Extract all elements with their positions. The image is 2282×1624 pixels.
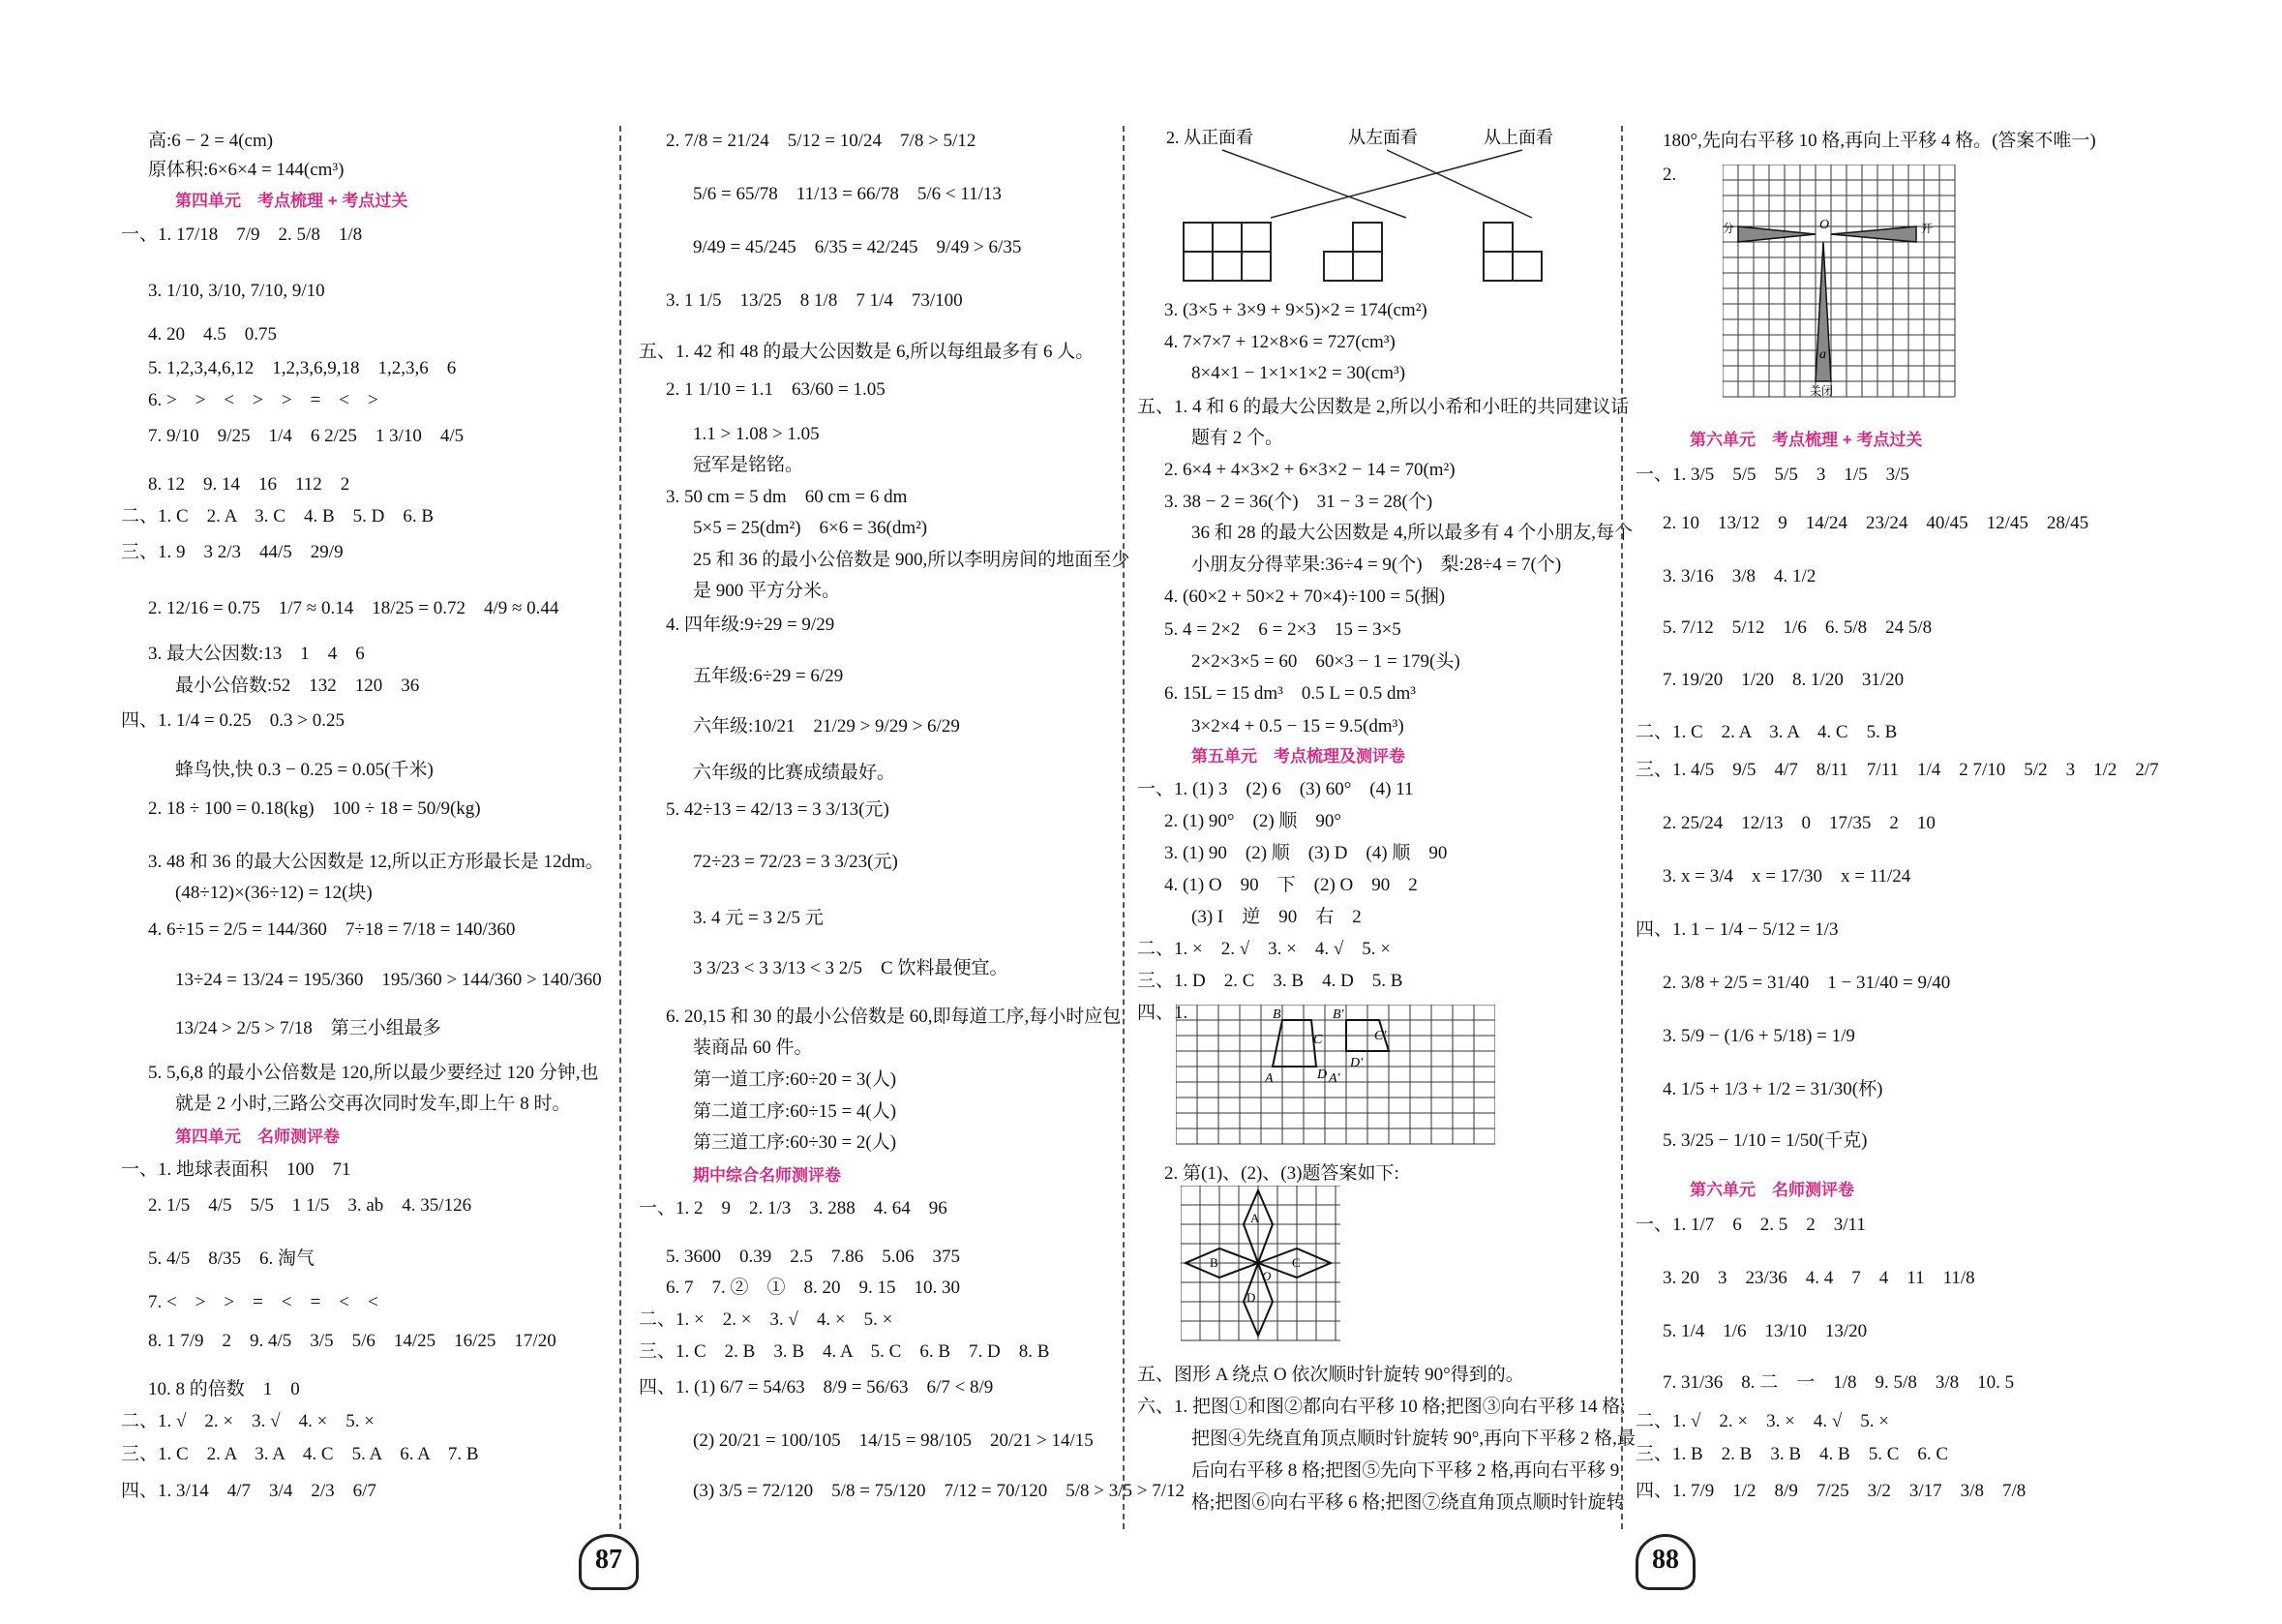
answer-line: 三、1. D 2. C 3. B 4. D 5. B bbox=[1137, 971, 1403, 991]
answer-line: 3. 1 1/5 13/25 8 1/8 7 1/4 73/100 bbox=[666, 290, 963, 311]
answer-line: 5. 4 = 2×2 6 = 2×3 15 = 3×5 bbox=[1164, 619, 1401, 640]
answer-line: 36 和 28 的最大公因数是 4,所以最多有 4 个小朋友,每个 bbox=[1191, 523, 1634, 543]
answer-line: 二、1. × 2. × 3. √ 4. × 5. × bbox=[639, 1309, 893, 1330]
answer-line: 6. 15L = 15 dm³ 0.5 L = 0.5 dm³ bbox=[1164, 683, 1416, 704]
vertex-label: B bbox=[1273, 1007, 1281, 1022]
section-heading: 第四单元 名师测评卷 bbox=[175, 1128, 340, 1146]
answer-line: 8×4×1 − 1×1×1×2 = 30(cm³) bbox=[1191, 363, 1406, 383]
answer-line: 7. 9/10 9/25 1/4 6 2/25 1 3/10 4/5 bbox=[148, 426, 465, 446]
answer-line: 5. 1,2,3,4,6,12 1,2,3,6,9,18 1,2,3,6 6 bbox=[148, 358, 457, 378]
answer-line: 一、1. (1) 3 (2) 6 (3) 60° (4) 11 bbox=[1137, 779, 1414, 799]
translation-grid-figure bbox=[1176, 1005, 1495, 1150]
view-label-left: 从左面看 bbox=[1348, 128, 1418, 147]
rotation-figure bbox=[1181, 1186, 1345, 1350]
shape-label: B bbox=[1210, 1255, 1218, 1270]
answer-line: 六年级:10/21 21/29 > 9/29 > 6/29 bbox=[693, 716, 960, 737]
answer-line: 3. 5/9 − (1/6 + 5/18) = 1/9 bbox=[1663, 1026, 1855, 1046]
answer-line: 二、1. C 2. A 3. A 4. C 5. B bbox=[1636, 722, 1898, 742]
answer-line: 四、1. 1/4 = 0.25 0.3 > 0.25 bbox=[121, 710, 345, 731]
answer-line: 9/49 = 45/245 6/35 = 42/245 9/49 > 6/35 bbox=[693, 237, 1022, 257]
answer-line: 5. 5,6,8 的最小公倍数是 120,所以最少要经过 120 分钟,也 bbox=[148, 1063, 599, 1083]
answer-line: 高:6 − 2 = 4(cm) bbox=[148, 131, 274, 151]
answer-line: 2. bbox=[1663, 165, 1677, 185]
point-label: a bbox=[1819, 347, 1826, 362]
answer-line: 六、1. 把图①和图②都向右平移 10 格;把图③向右平移 14 格; bbox=[1137, 1397, 1626, 1417]
answer-line: 2×2×3×5 = 60 60×3 − 1 = 179(头) bbox=[1191, 651, 1460, 672]
section-heading: 期中综合名师测评卷 bbox=[693, 1166, 841, 1185]
answer-line: 3. 3/16 3/8 4. 1/2 bbox=[1663, 566, 1817, 586]
answer-line: 5. 42÷13 = 42/13 = 3 3/13(元) bbox=[666, 799, 889, 820]
answer-line: 原体积:6×6×4 = 144(cm³) bbox=[148, 160, 345, 180]
answer-line: 题有 2 个。 bbox=[1191, 428, 1284, 448]
answer-line: 后向右平移 8 格;把图⑤先向下平移 2 格,再向右平移 9 bbox=[1191, 1460, 1620, 1481]
answer-line: 2. (1) 90° (2) 顺 90° bbox=[1164, 811, 1342, 831]
answer-line: 三、1. B 2. B 3. B 4. B 5. C 6. C bbox=[1636, 1444, 1949, 1464]
view-label-front: 2. 从正面看 bbox=[1166, 128, 1253, 147]
answer-line: 7. < > > = < = < < bbox=[148, 1292, 378, 1312]
point-label: 开 bbox=[1921, 222, 1934, 235]
answer-line: 三、1. C 2. B 3. B 4. A 5. C 6. B 7. D 8. B bbox=[639, 1341, 1050, 1362]
clock-hands-grid-figure bbox=[1723, 165, 1960, 406]
answer-line: 小朋友分得苹果:36÷4 = 9(个) 梨:28÷4 = 7(个) bbox=[1191, 555, 1562, 575]
shape-label: C bbox=[1292, 1255, 1301, 1270]
answer-line: 六年级的比赛成绩最好。 bbox=[693, 763, 896, 783]
answer-line: 4. 6÷15 = 2/5 = 144/360 7÷18 = 7/18 = 140/360 bbox=[148, 919, 516, 940]
shape-label: D bbox=[1246, 1290, 1256, 1305]
answer-line: 是 900 平方分米。 bbox=[693, 581, 841, 601]
answer-line: 四、1. 1 − 1/4 − 5/12 = 1/3 bbox=[1636, 919, 1839, 940]
answer-line: 2. 1 1/10 = 1.1 63/60 = 1.05 bbox=[666, 379, 886, 400]
answer-line: 最小公倍数:52 132 120 36 bbox=[175, 676, 420, 696]
answer-line: 二、1. C 2. A 3. C 4. B 5. D 6. B bbox=[121, 506, 435, 526]
answer-line: 4. 20 4.5 0.75 bbox=[148, 324, 278, 345]
section-heading: 第六单元 考点梳理 + 考点过关 bbox=[1690, 431, 1923, 449]
answer-line: 4. 1/5 + 1/3 + 1/2 = 31/30(杯) bbox=[1663, 1079, 1883, 1099]
section-heading: 第五单元 考点梳理及测评卷 bbox=[1191, 747, 1405, 766]
answer-line: 3. (1) 90 (2) 顺 (3) D (4) 顺 90 bbox=[1164, 843, 1448, 863]
point-label: 关闭 bbox=[1810, 384, 1834, 398]
answer-line: 第三道工序:60÷30 = 2(人) bbox=[693, 1132, 897, 1153]
answer-line: 6. 20,15 和 30 的最小公倍数是 60,即每道工序,每小时应包 bbox=[666, 1007, 1122, 1027]
answer-line: 6. 7 7. ② ① 8. 20 9. 15 10. 30 bbox=[666, 1278, 961, 1298]
answer-line: 3. x = 3/4 x = 17/30 x = 11/24 bbox=[1663, 866, 1911, 887]
vertex-label: A' bbox=[1329, 1071, 1340, 1086]
answer-line: 五、图形 A 绕点 O 依次顺时针旋转 90°得到的。 bbox=[1137, 1365, 1524, 1385]
vertex-label: B' bbox=[1333, 1007, 1344, 1022]
answer-line: 180°,先向右平移 10 格,再向上平移 4 格。(答案不唯一) bbox=[1663, 131, 2096, 151]
answer-line: 第一道工序:60÷20 = 3(人) bbox=[693, 1069, 897, 1090]
answer-line: 格;把图⑥向右平移 6 格;把图⑦绕直角顶点顺时针旋转 bbox=[1191, 1492, 1625, 1513]
answer-line: 五、1. 4 和 6 的最大公因数是 2,所以小希和小旺的共同建议话 bbox=[1137, 397, 1630, 417]
section-heading: 第四单元 考点梳理 + 考点过关 bbox=[175, 192, 408, 210]
answer-line: 3. 50 cm = 5 dm 60 cm = 6 dm bbox=[666, 487, 908, 507]
answer-line: 3. (3×5 + 3×9 + 9×5)×2 = 174(cm²) bbox=[1164, 300, 1427, 320]
answer-line: 7. 19/20 1/20 8. 1/20 31/20 bbox=[1663, 670, 1905, 690]
answer-line: (3) I 逆 90 右 2 bbox=[1191, 907, 1362, 927]
answer-line: 6. > > < > > = < > bbox=[148, 390, 378, 410]
answer-line: 5. 4/5 8/35 6. 淘气 bbox=[148, 1248, 315, 1269]
answer-line: 第二道工序:60÷15 = 4(人) bbox=[693, 1101, 897, 1122]
answer-line: (2) 20/21 = 100/105 14/15 = 98/105 20/21 > 14/15 bbox=[693, 1430, 1094, 1451]
answer-line: 三、1. 9 3 2/3 44/5 29/9 bbox=[121, 542, 344, 562]
answer-line: 2. 10 13/12 9 14/24 23/24 40/45 12/45 28/45 bbox=[1663, 513, 2089, 533]
answer-line: 装商品 60 件。 bbox=[693, 1038, 813, 1058]
answer-line: 2. 25/24 12/13 0 17/35 2 10 bbox=[1663, 813, 1936, 833]
answer-line: 3. 20 3 23/36 4. 4 7 4 11 11/8 bbox=[1663, 1268, 1975, 1288]
answer-line: 5/6 = 65/78 11/13 = 66/78 5/6 < 11/13 bbox=[693, 184, 1002, 204]
answer-line: 8. 12 9. 14 16 112 2 bbox=[148, 474, 350, 495]
answer-line: 5. 3/25 − 1/10 = 1/50(千克) bbox=[1663, 1130, 1868, 1151]
answer-line: 5. 7/12 5/12 1/6 6. 5/8 24 5/8 bbox=[1663, 617, 1933, 638]
point-label: 分 bbox=[1723, 222, 1735, 235]
answer-line: 三、1. 4/5 9/5 4/7 8/11 7/11 1/4 2 7/10 5/2 3 1/2 2/7 bbox=[1636, 760, 2159, 780]
column-divider bbox=[619, 126, 621, 1529]
column-divider bbox=[1123, 126, 1125, 1529]
answer-line: 4. (1) O 90 下 (2) O 90 2 bbox=[1164, 875, 1418, 895]
shape-label: O bbox=[1262, 1269, 1272, 1283]
answer-line: 二、1. √ 2. × 3. √ 4. × 5. × bbox=[121, 1411, 375, 1431]
answer-line: 1.1 > 1.08 > 1.05 bbox=[693, 424, 820, 444]
answer-line: 四、1. (1) 6/7 = 54/63 8/9 = 56/63 6/7 < 8/9 bbox=[639, 1377, 994, 1398]
answer-line: 一、1. 17/18 7/9 2. 5/8 1/8 bbox=[121, 225, 363, 245]
answer-line: 2. 1/5 4/5 5/5 1 1/5 3. ab 4. 35/126 bbox=[148, 1195, 472, 1216]
answer-line: 2. 第(1)、(2)、(3)题答案如下: bbox=[1164, 1163, 1399, 1184]
answer-line: 2. 18 ÷ 100 = 0.18(kg) 100 ÷ 18 = 50/9(kg) bbox=[148, 798, 481, 819]
answer-line: 五、1. 42 和 48 的最大公因数是 6,所以每组最多有 6 人。 bbox=[639, 342, 1095, 362]
answer-line: 就是 2 小时,三路公交再次同时发车,即上午 8 时。 bbox=[175, 1094, 571, 1114]
answer-line: 4. (60×2 + 50×2 + 70×4)÷100 = 5(捆) bbox=[1164, 586, 1446, 607]
answer-line: 一、1. 3/5 5/5 5/5 3 1/5 3/5 bbox=[1636, 465, 1909, 485]
answer-line: 四、1. bbox=[1137, 1003, 1188, 1023]
three-view-figure bbox=[1164, 126, 1571, 286]
answer-line: 3 3/23 < 3 3/13 < 3 2/5 C 饮料最便宜。 bbox=[693, 958, 1008, 978]
answer-line: 2. 12/16 = 0.75 1/7 ≈ 0.14 18/25 = 0.72 4/9 ≈ 0.44 bbox=[148, 598, 559, 618]
answer-line: 3. 48 和 36 的最大公因数是 12,所以正方形最长是 12dm。 bbox=[148, 852, 604, 872]
vertex-label: A bbox=[1265, 1071, 1274, 1086]
answer-line: 冠军是铭铭。 bbox=[693, 455, 804, 475]
answer-line: 4. 四年级:9÷29 = 9/29 bbox=[666, 615, 835, 635]
answer-line: 4. 7×7×7 + 12×8×6 = 727(cm³) bbox=[1164, 332, 1396, 352]
page-number-left: 87 bbox=[579, 1534, 639, 1590]
answer-line: 一、1. 2 9 2. 1/3 3. 288 4. 64 96 bbox=[639, 1198, 947, 1218]
answer-line: 二、1. √ 2. × 3. × 4. √ 5. × bbox=[1636, 1411, 1890, 1431]
answer-line: 一、1. 1/7 6 2. 5 2 3/11 bbox=[1636, 1215, 1866, 1235]
answer-line: 二、1. × 2. √ 3. × 4. √ 5. × bbox=[1137, 939, 1392, 959]
view-label-top: 从上面看 bbox=[1484, 128, 1553, 147]
answer-line: 2. 3/8 + 2/5 = 31/40 1 − 31/40 = 9/40 bbox=[1663, 973, 1951, 993]
vertex-label: D' bbox=[1350, 1056, 1364, 1070]
answer-line: 8. 1 7/9 2 9. 4/5 3/5 5/6 14/25 16/25 17/20 bbox=[148, 1331, 556, 1351]
answer-line: 3. 1/10, 3/10, 7/10, 9/10 bbox=[148, 281, 325, 301]
answer-line: 把图④先绕直角顶点顺时针旋转 90°,再向下平移 2 格,最 bbox=[1191, 1429, 1636, 1449]
answer-line: 10. 8 的倍数 1 0 bbox=[148, 1379, 300, 1399]
answer-line: 5×5 = 25(dm²) 6×6 = 36(dm²) bbox=[693, 518, 928, 538]
answer-line: 五年级:6÷29 = 6/29 bbox=[693, 666, 844, 686]
answer-line: 3×2×4 + 0.5 − 15 = 9.5(dm³) bbox=[1191, 716, 1404, 737]
answer-line: 3. 4 元 = 3 2/5 元 bbox=[693, 908, 824, 928]
answer-line: (48÷12)×(36÷12) = 12(块) bbox=[175, 883, 373, 903]
vertex-label: D bbox=[1317, 1068, 1328, 1082]
answer-line: 7. 31/36 8. 二 一 1/8 9. 5/8 3/8 10. 5 bbox=[1663, 1372, 2015, 1393]
answer-line: 72÷23 = 72/23 = 3 3/23(元) bbox=[693, 852, 898, 872]
answer-line: 2. 6×4 + 4×3×2 + 6×3×2 − 14 = 70(m²) bbox=[1164, 460, 1456, 480]
answer-line: 三、1. C 2. A 3. A 4. C 5. A 6. A 7. B bbox=[121, 1444, 479, 1464]
answer-line: 四、1. 7/9 1/2 8/9 7/25 3/2 3/17 3/8 7/8 bbox=[1636, 1481, 2027, 1501]
answer-line: 5. 3600 0.39 2.5 7.86 5.06 375 bbox=[666, 1247, 961, 1267]
answer-line: 3. 最大公因数:13 1 4 6 bbox=[148, 644, 365, 664]
answer-line: 13/24 > 2/5 > 7/18 第三小组最多 bbox=[175, 1018, 441, 1038]
answer-line: 四、1. 3/14 4/7 3/4 2/3 6/7 bbox=[121, 1481, 376, 1501]
section-heading: 第六单元 名师测评卷 bbox=[1690, 1181, 1854, 1199]
answer-line: 一、1. 地球表面积 100 71 bbox=[121, 1159, 351, 1180]
answer-line: 2. 7/8 = 21/24 5/12 = 10/24 7/8 > 5/12 bbox=[666, 131, 976, 151]
answer-line: 13÷24 = 13/24 = 195/360 195/360 > 144/360 > 140/360 bbox=[175, 970, 602, 990]
shape-label: A bbox=[1250, 1211, 1260, 1225]
answer-line: (3) 3/5 = 72/120 5/8 = 75/120 7/12 = 70/120 5/8 > 3/5 > 7/12 bbox=[693, 1481, 1185, 1501]
answer-line: 25 和 36 的最小公倍数是 900,所以李明房间的地面至少 bbox=[693, 550, 1130, 570]
answer-line: 5. 1/4 1/6 13/10 13/20 bbox=[1663, 1321, 1868, 1341]
vertex-label: C' bbox=[1374, 1029, 1387, 1043]
vertex-label: C bbox=[1313, 1033, 1323, 1047]
answer-line: 3. 38 − 2 = 36(个) 31 − 3 = 28(个) bbox=[1164, 492, 1433, 512]
answer-line: 蜂鸟快,快 0.3 − 0.25 = 0.05(千米) bbox=[175, 760, 434, 780]
column-divider bbox=[1621, 126, 1623, 1529]
point-label: O bbox=[1819, 218, 1830, 232]
page-number-right: 88 bbox=[1636, 1534, 1696, 1590]
